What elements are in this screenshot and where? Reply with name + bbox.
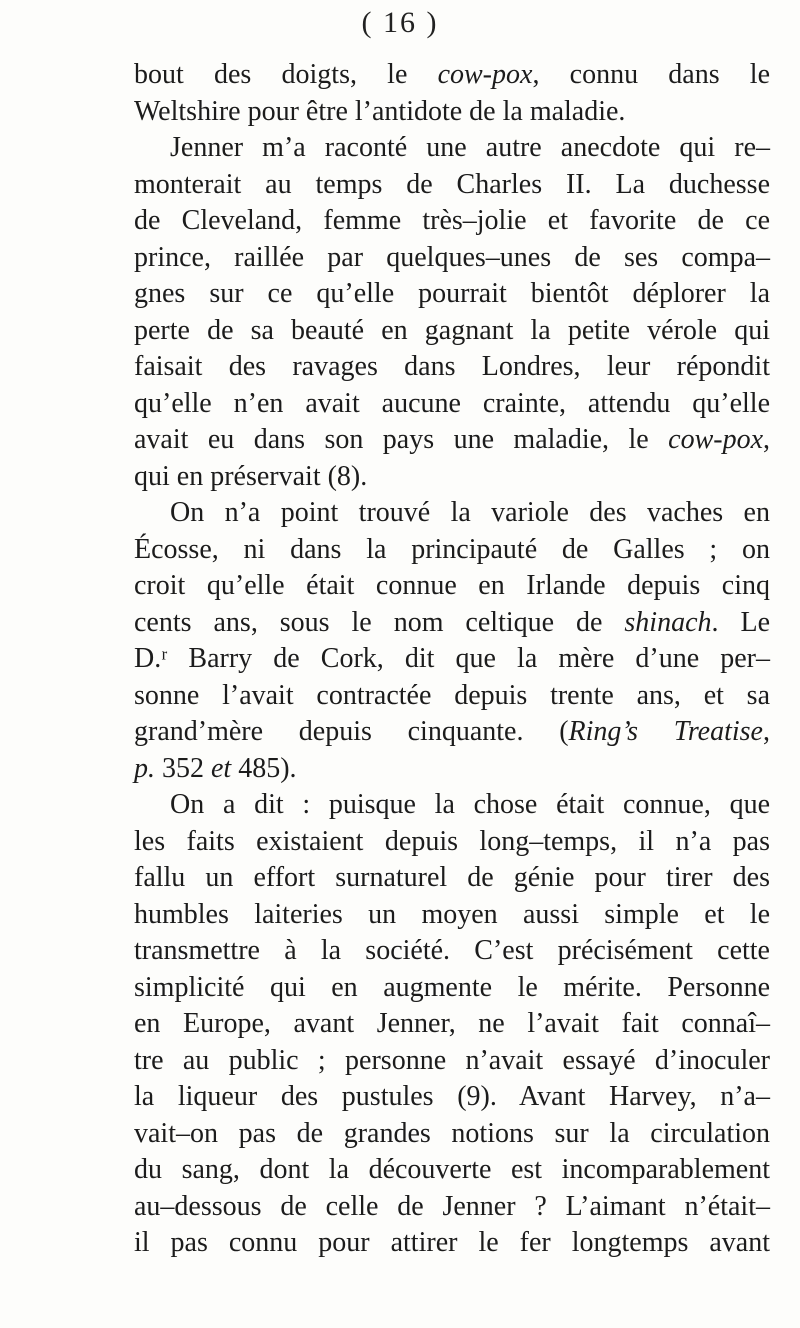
text-line xyxy=(134,94,770,131)
text-line xyxy=(134,240,770,277)
text-run: sonne l’avait contractée depuis trente ans, et sa xyxy=(134,679,770,711)
text-line xyxy=(134,933,770,970)
text-line xyxy=(134,605,770,642)
text-line xyxy=(134,130,770,167)
text-line xyxy=(134,167,770,204)
text-line xyxy=(134,532,770,569)
text-line xyxy=(134,57,770,94)
text-run: la liqueur des pustules (9). Avant Harvey, n’a– xyxy=(134,1081,770,1112)
text-line xyxy=(134,495,770,532)
text-run: , xyxy=(763,424,770,455)
italic-text: Ring’s Treatise xyxy=(568,716,763,747)
text-line xyxy=(134,897,770,934)
text-line xyxy=(134,1225,770,1262)
text-run: . Le xyxy=(711,606,771,638)
text-run: monterait au temps de Charles II. La duchesse xyxy=(134,168,770,200)
text-line xyxy=(134,276,770,313)
text-line xyxy=(134,787,770,824)
text-run: faisait des ravages dans Londres, leur répondit xyxy=(134,351,770,382)
text-run: tre au public ; personne n’avait essayé d’inoculer xyxy=(134,1044,770,1076)
text-line xyxy=(134,1079,770,1116)
text-line xyxy=(134,1116,770,1153)
text-line xyxy=(134,203,770,240)
italic-text: cow-pox xyxy=(437,59,533,90)
text-run: au–dessous de celle de Jenner ? L’aimant n’était– xyxy=(134,1190,770,1222)
text-run: On n’a point trouvé la variole des vaches en xyxy=(170,497,770,528)
text-line xyxy=(134,824,770,861)
text-run: les faits existaient depuis long–temps, il n’a pas xyxy=(134,825,770,857)
text-line xyxy=(134,1006,770,1043)
text-line xyxy=(134,1043,770,1080)
text-run: cents ans, sous le nom celtique de xyxy=(134,606,625,638)
text-run: perte de sa beauté en gagnant la petite vérole qui xyxy=(134,314,770,346)
text-run: Jenner m’a raconté une autre anecdote qui re– xyxy=(170,132,770,163)
text-line xyxy=(134,1152,770,1189)
text-run: On a dit : puisque la chose était connue, que xyxy=(170,789,770,820)
text-run: prince, raillée par quelques–unes de ses compa– xyxy=(134,241,770,273)
text-line xyxy=(134,386,770,423)
text-run: D.ʳ Barry de Cork, dit que la mère d’une per– xyxy=(134,643,770,674)
italic-text: cow-pox xyxy=(668,424,763,455)
text-run: du sang, dont la découverte est incomparablement xyxy=(134,1154,770,1185)
text-run: simplicité qui en augmente le mérite. Personne xyxy=(134,971,770,1003)
text-run: avait eu dans son pays une maladie, le xyxy=(134,424,669,455)
text-run: , xyxy=(762,716,770,747)
italic-text: et xyxy=(211,752,232,784)
text-line xyxy=(134,970,770,1007)
text-run: qu’elle n’en avait aucune crainte, attendu qu’elle xyxy=(134,387,770,419)
text-run: vait–on pas de grandes notions sur la circulation xyxy=(134,1117,770,1149)
body-text xyxy=(134,57,770,1262)
text-line xyxy=(134,349,770,386)
text-run: humbles laiteries un moyen aussi simple et le xyxy=(134,898,770,930)
italic-text: shinach xyxy=(624,606,712,638)
text-run: Écosse, ni dans la principauté de Galles ; on xyxy=(134,533,770,565)
text-line xyxy=(134,422,770,459)
text-run: , connu dans le xyxy=(532,59,770,90)
text-run: fallu un effort surnaturel de génie pour tirer des xyxy=(134,862,770,893)
text-run: grand’mère depuis cinquante. ( xyxy=(134,716,569,747)
text-line xyxy=(134,641,770,678)
text-run: il pas connu pour attirer le fer longtemps avant xyxy=(134,1227,770,1258)
text-run: bout des doigts, le xyxy=(134,59,438,90)
text-run: 352 xyxy=(155,752,211,784)
text-line xyxy=(134,714,770,751)
text-line xyxy=(134,1189,770,1226)
text-line xyxy=(134,678,770,715)
page-number: ( 16 ) xyxy=(361,6,439,39)
text-run: en Europe, avant Jenner, ne l’avait fait connaî– xyxy=(134,1008,770,1039)
text-run: gnes sur ce qu’elle pourrait bientôt déplorer la xyxy=(134,278,770,309)
text-line xyxy=(134,313,770,350)
text-run: transmettre à la société. C’est précisément cette xyxy=(134,935,770,966)
text-run: croit qu’elle était connue en Irlande depuis cinq xyxy=(134,570,770,601)
text-line xyxy=(134,860,770,897)
text-line xyxy=(134,568,770,605)
text-line xyxy=(134,459,770,496)
text-run: Weltshire pour être l’antidote de la maladie. xyxy=(134,95,626,127)
text-line xyxy=(134,751,770,788)
text-run: de Cleveland, femme très–jolie et favorite de ce xyxy=(134,205,770,236)
italic-text: p. xyxy=(134,752,155,784)
text-run: qui en préservait (8). xyxy=(134,460,368,492)
text-run: 485). xyxy=(231,752,297,784)
